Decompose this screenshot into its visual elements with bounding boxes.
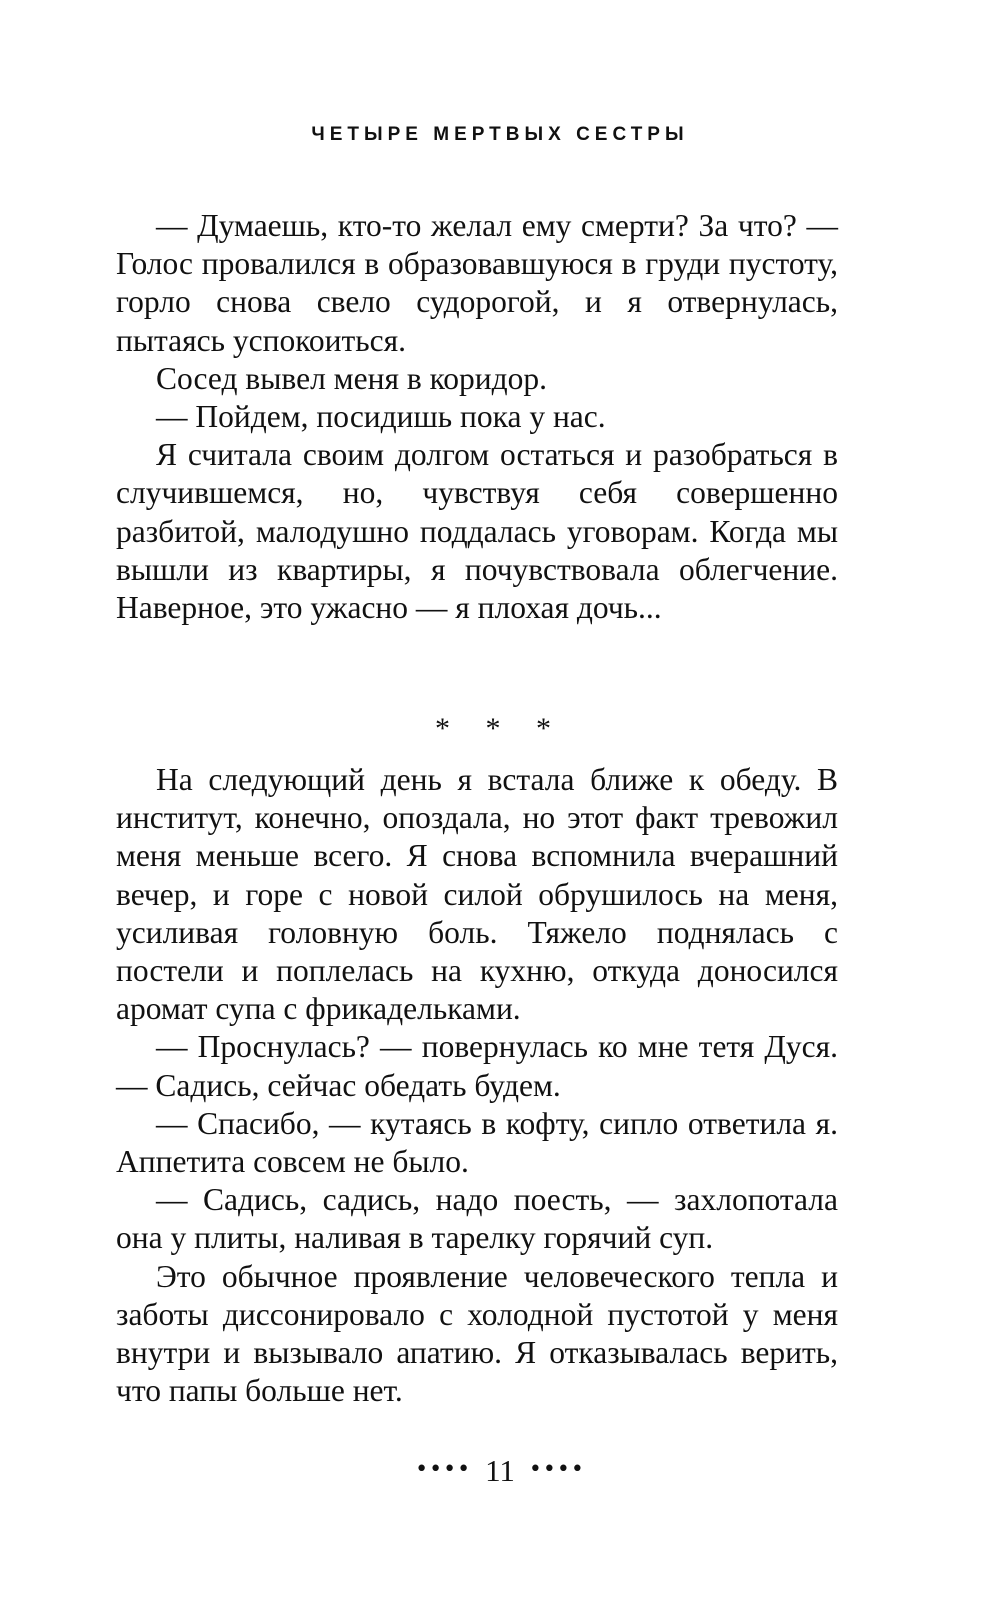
- paragraph: — Думаешь, кто-то желал ему смерти? За что? — Голос провалился в образовавшуюся в груди пустоту, горло снова свело судорогой, и я отвернулась, пытаясь успокоиться.: [116, 208, 838, 358]
- paragraph: — Садись, садись, надо поесть, — захлопотала она у плиты, наливая в тарелку горячий суп.: [116, 1182, 838, 1256]
- paragraph: — Проснулась? — повернулась ко мне тетя Дуся. — Садись, сейчас обедать будем.: [116, 1029, 838, 1103]
- paragraph: — Спасибо, — кутаясь в кофту, сипло ответила я. Аппетита совсем не было.: [116, 1105, 838, 1180]
- paragraph: Это обычное проявление человеческого тепла и заботы диссонировало с холодной пустотой у меня внутри и вызывало апатию. Я отказывалась верить, что папы больше нет.: [116, 1258, 838, 1409]
- running-head: ЧЕТЫРЕ МЕРТВЫХ СЕСТРЫ: [311, 124, 689, 145]
- folio-ornament-right: ••••: [528, 1456, 585, 1482]
- paragraph: — Пойдем, посидишь пока у нас.: [156, 399, 606, 435]
- paragraph: Я считала своим долгом остаться и разобраться в случившемся, но, чувствуя себя совершенно разбитой, малодушно поддалась уговорам. Когда мы вышли из квартиры, я почувствовала облегчение. Наверное, это ужасно — я плохая дочь...: [116, 437, 838, 626]
- text-block-before-break: [116, 207, 838, 627]
- paragraph: На следующий день я встала ближе к обеду. В институт, конечно, опоздала, но этот факт тревожил меня меньше всего. Я снова вспомнила вчерашний вечер, и горе с новой силой обрушилось на меня, усиливая головную боль. Тяжело поднялась с постели и поплелась на кухню, откуда доносился аромат супа с фрикадельками.: [116, 762, 838, 1027]
- page-number: 11: [485, 1453, 515, 1488]
- paragraph: Сосед вывел меня в коридор.: [156, 360, 548, 396]
- page-number-footer: [0, 1453, 1000, 1489]
- text-block-after-break: [116, 761, 838, 1410]
- scene-break: * * *: [435, 712, 565, 745]
- folio-ornament-left: ••••: [415, 1456, 472, 1482]
